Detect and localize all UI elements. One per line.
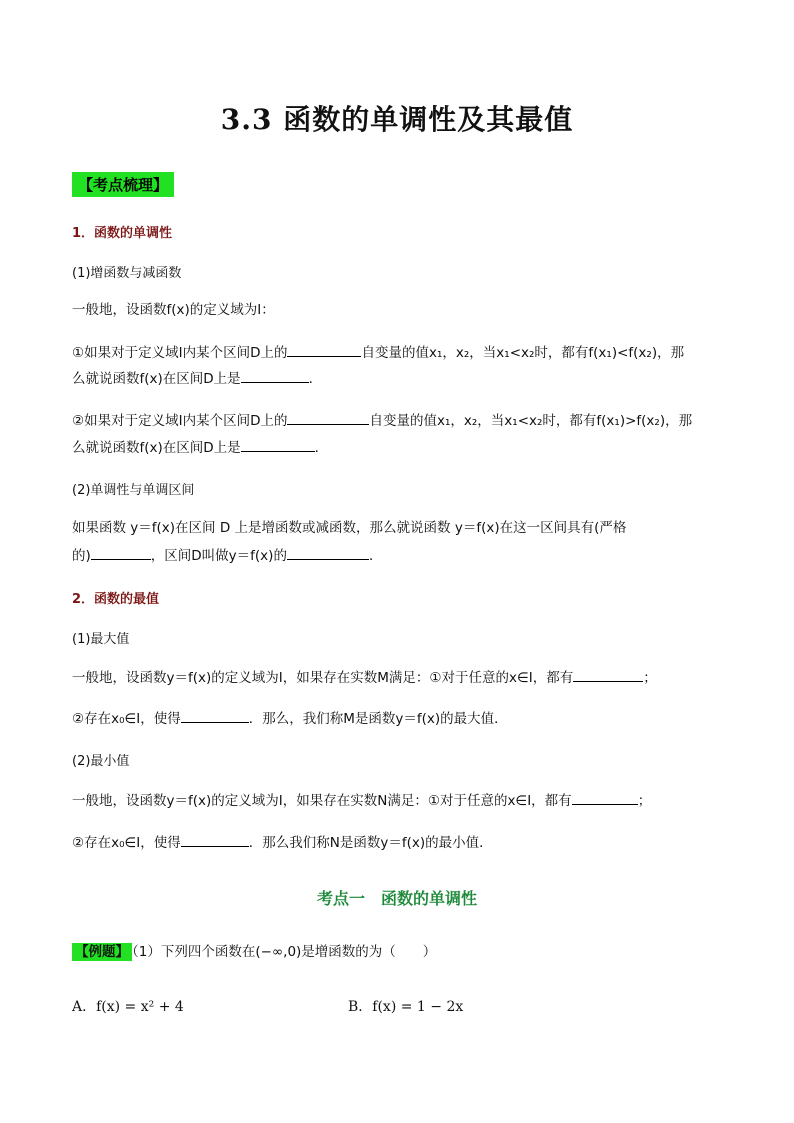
subheading-3: (1)最大值 (72, 632, 130, 647)
paragraph-line (72, 410, 724, 431)
paragraph-line (72, 832, 724, 853)
text: 一般地，设函数y＝f(x)的定义域为I，如果存在实数N满足：①对于任意的x∈I，都有 (72, 793, 572, 809)
paragraph-line (72, 667, 724, 688)
section-heading-1: 1．函数的单调性 (72, 226, 173, 241)
page-title: 3.3 函数的单调性及其最值 (220, 103, 574, 136)
subheading-2: (2)单调性与单调区间 (72, 483, 195, 498)
text: 么就说函数f(x)在区间D上是 (72, 440, 241, 456)
blank-field (573, 667, 643, 682)
section-badge: 【考点梳理】 (72, 172, 174, 197)
text: ． (308, 371, 323, 387)
text: ．那么，我们称M是函数y＝f(x)的最大值． (248, 711, 508, 727)
example-tag: 【例题】 (72, 943, 132, 961)
option-b: B．f(x) = 1 − 2x (348, 999, 464, 1015)
blank-field (287, 342, 361, 357)
text: ②存在x₀∈I，使得 (72, 835, 181, 851)
subheading-1: (1)增函数与减函数 (72, 266, 182, 281)
paragraph-line (72, 708, 724, 729)
section-heading-2: 2．函数的最值 (72, 592, 160, 607)
blank-field (91, 545, 151, 560)
blank-field (181, 708, 249, 723)
blank-field (181, 832, 249, 847)
blank-field (572, 790, 638, 805)
text: ②如果对于定义域I内某个区间D上的 (72, 413, 288, 429)
blank-field (287, 410, 369, 425)
text: 一般地，设函数y＝f(x)的定义域为I，如果存在实数M满足：①对于任意的x∈I，都有 (72, 670, 574, 686)
text: ①如果对于定义域I内某个区间D上的 (72, 345, 288, 361)
subheading-4: (2)最小值 (72, 754, 130, 769)
paragraph-line (72, 437, 724, 458)
example-text: （1）下列四个函数在(−∞,0)是增函数的为（ ） (132, 944, 437, 960)
text: ； (643, 670, 657, 686)
text: ．那么我们称N是函数y＝f(x)的最小值． (248, 835, 493, 851)
text: ，区间D叫做y＝f(x)的 (150, 548, 287, 564)
paragraph-line (72, 790, 724, 811)
blank-field (287, 545, 369, 560)
paragraph-line (72, 368, 724, 389)
text: ． (314, 440, 329, 456)
text: ． (368, 548, 383, 564)
text: 自变量的值x₁，x₂，当x₁<x₂时，都有f(x₁)>f(x₂)，那 (369, 413, 693, 429)
text: ； (637, 793, 652, 809)
text: 自变量的值x₁，x₂，当x₁<x₂时，都有f(x₁)<f(x₂)，那 (361, 345, 685, 361)
paragraph-line: 一般地，设函数f(x)的定义域为I： (72, 302, 275, 318)
blank-field (241, 368, 309, 383)
example-question (72, 940, 436, 960)
topic-heading: 考点一 函数的单调性 (316, 889, 477, 908)
option-a: A．f(x) = x² + 4 (72, 999, 184, 1015)
text: ②存在x₀∈I，使得 (72, 711, 181, 727)
text: 的) (72, 548, 91, 564)
text: 么就说函数f(x)在区间D上是 (72, 371, 241, 387)
paragraph-line: 如果函数 y＝f(x)在区间 D 上是增函数或减函数，那么就说函数 y＝f(x)在这一区间具有(严格 (72, 520, 627, 536)
paragraph-line (72, 545, 724, 566)
blank-field (241, 437, 315, 452)
paragraph-line (72, 342, 724, 363)
